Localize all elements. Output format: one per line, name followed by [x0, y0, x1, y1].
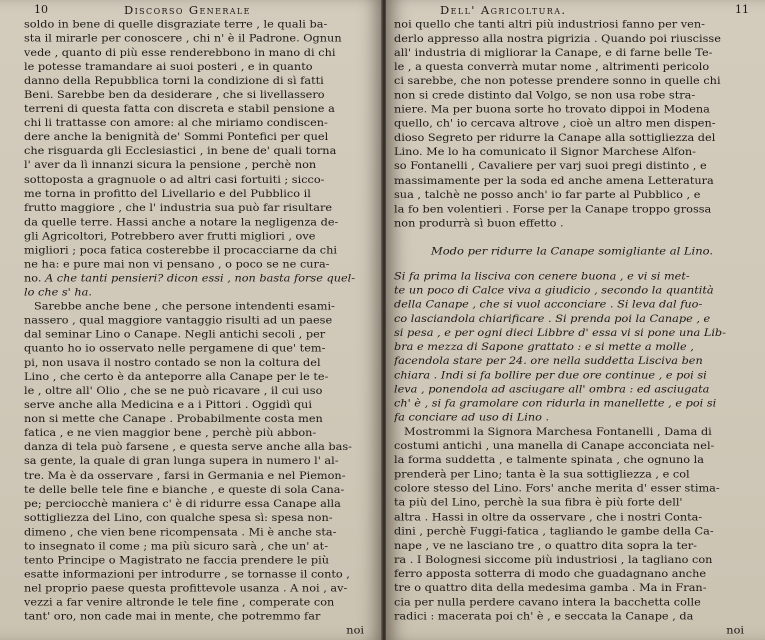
text-line: me torna in profitto del Livellario e del Pubblico il: [24, 187, 311, 200]
text-line: danno della Repubblica torni la condizione di sì fatti: [24, 75, 324, 87]
text-line: massimamente per la soda ed anche amena Letteratura: [394, 174, 714, 187]
text-line: migliori ; poca fatica costerebbe il procacciarne da chi: [24, 244, 338, 256]
text-line: serve anche alla Medicina e a i Pittori . Oggidì qui: [24, 399, 312, 411]
text-line: dere anche la benignità de' Sommi Pontefici per quel: [24, 131, 329, 144]
text-line: bra e mezza di Sapone grattato : e si mette a molle ,: [394, 341, 694, 353]
right-catchword: noi: [726, 624, 744, 637]
text-line: lo che s' ha.: [24, 286, 92, 299]
text-line: derlo appresso alla nostra pigrizia . Quando poi riuscisse: [394, 33, 721, 45]
text-line: radici : macerata poi ch' è , e seccata la Canape , da: [394, 610, 694, 622]
text-line: frutto maggiore , che l' industria sua può far risultare: [24, 202, 333, 214]
text-line: sottoposta a gragnuole o ad altri casi fortuiti ; sicco-: [24, 173, 325, 186]
text-line: facendola stare per 24. ore nella suddetta Lisciva ben: [394, 355, 703, 367]
text-line: ci sarebbe, che non potesse prendere sonno in quelle chi: [394, 75, 721, 88]
text-line: gli Agricoltori, Potrebbero aver frutti migliori , ove: [24, 230, 316, 242]
text-line: non si crede distinto dal Volgo, se non usa robe stra-: [394, 89, 696, 102]
text-line: danza di tela può farsene , e questa serve anche alla bas-: [24, 441, 352, 454]
text-line: so Fontanelli , Cavaliere per varj suoi pregi distinto , e: [394, 160, 707, 173]
text-line: pe; perciocchè maniera c' è di ridurre essa Canape alla: [24, 498, 341, 510]
left-page-number: 10: [34, 3, 48, 16]
left-running-title: Discorso Generale: [124, 3, 251, 17]
text-line: della Canape , che si vuol acconciare . Si leva dal fuo-: [394, 298, 703, 311]
text-line: prenderà per Lino; tanta è la sua sottigliezza , e col: [394, 468, 690, 481]
text-line: tento Principe o Magistrato ne faccia prendere le più: [24, 554, 329, 566]
text-line: niere. Ma per buona sorte ho trovato dippoi in Modena: [394, 103, 710, 116]
text-line: tre o quattro dita della medesima gamba . Ma in Fran-: [394, 582, 707, 594]
text-line: all' industria di migliorar la Canape, e di farne belle Te-: [394, 47, 713, 59]
text-line: Mostrommi la Signora Marchesa Fontanelli , Dama di: [404, 426, 712, 438]
text-line: tant' oro, non cade mai in mente, che potremmo far: [24, 610, 321, 623]
text-line: pi, non usava il nostro contado se non la coltura del: [24, 357, 321, 369]
text-line: dini , perchè Fuggi-fatica , tagliando le gambe della Ca-: [394, 525, 714, 537]
text-line: tre. Ma è da osservare , farsi in Germania e nel Piemon-: [24, 469, 346, 482]
text-line: sottigliezza del Lino, con qualche spesa sì: spesa non-: [24, 512, 333, 524]
text-line: le , oltre all' Olio , che se ne può ricavare , il cui uso: [24, 385, 323, 397]
left-running-head: [0, 3, 383, 17]
text-line: ta più del Lino, perchè la sua fibra è più forte dell': [394, 497, 683, 509]
text-line: da quelle terre. Hassi anche a notare la negligenza de-: [24, 216, 339, 228]
text-line: soldo in bene di quelle disgraziate terre , le quali ba-: [24, 18, 328, 31]
text-line: terreni di questa fatta con discreta e stabil pensione a: [24, 103, 335, 115]
text-line: le , a questa converrà mutar nome , altrimenti pericolo: [394, 61, 710, 73]
text-line: quello, ch' io cercava altrove , cioè un altro men dispen-: [394, 118, 716, 130]
text-line: to insegnato il come ; ma più sicuro sarà , che un' at-: [24, 540, 329, 552]
text-line: si pesa , e per ogni dieci Libbre d' essa vi si pone una Lib-: [394, 327, 726, 339]
section-heading: Modo per ridurre la Canape somigliante al Lino.: [430, 244, 714, 258]
text-line: vede , quanto di più esse renderebbono in mano di chi: [24, 47, 336, 59]
right-page-body: [394, 18, 750, 638]
text-line: Sarebbe anche bene , che persone intendenti esami-: [34, 300, 335, 313]
text-line: nape , ve ne lasciano tre , o quattro dita sopra la ter-: [394, 539, 697, 552]
text-line: nel proprio paese questa profittevole usanza . A noi , av-: [24, 582, 348, 594]
text-line: vezzi a far venire altronde le tele fine , comperate con: [24, 596, 335, 609]
text-line: nassero , qual maggiore vantaggio risulti ad un paese: [24, 314, 333, 327]
text-line: chiara . Indi si fa bollire per due ore continue , e poi si: [394, 369, 707, 382]
text-line: quanto ho io osservato nelle pergamene di que' tem-: [24, 342, 326, 355]
text-line: Lino. Me lo ha comunicato il Signor Marchese Alfon-: [394, 146, 697, 158]
right-page-number: 11: [735, 3, 749, 16]
text-line: esatte informazioni per introdurre , se tornasse il conto ,: [24, 568, 350, 580]
text-line: fatica , e ne vien maggior bene , perchè più abbon-: [24, 427, 317, 439]
text-line: ch' è , si fa gramolare con ridurla in manellette , e poi si: [394, 397, 717, 410]
text-line: colore stesso del Lino. Fors' anche merita d' esser stima-: [394, 482, 720, 495]
text-line: sua , talchè ne posso anch' io far parte al Pubblico , e: [394, 188, 701, 201]
text-line: l' aver da lì innanzi sicura la pensione , perchè non: [24, 159, 317, 172]
text-line: non produrrà sì buon effetto .: [394, 217, 564, 229]
text-line: chi li trattasse con amore: al che miriamo condiscen-: [24, 117, 328, 129]
text-line: costumi antichi , una manella di Canape acconciata nel-: [394, 440, 715, 452]
text-line: cia per nulla perdere cavano intera la bacchetta colle: [394, 596, 701, 608]
text-line: ferro apposta sotterra di modo che guadagnano anche: [394, 567, 707, 580]
left-catchword: noi: [346, 624, 364, 637]
left-page-body: [24, 18, 370, 638]
text-line: no. A che tanti pensieri? dicon essi , non basta forse quel-: [24, 272, 356, 284]
text-line: le potesse tramandare ai suoi posteri , e in quanto: [24, 61, 313, 73]
text-line: non si mette che Canape . Probabilmente costa men: [24, 413, 323, 425]
text-line: dal seminar Lino o Canape. Negli antichi secoli , per: [24, 328, 326, 341]
text-line: sa gente, la quale di gran lunga supera in numero l' al-: [24, 455, 339, 468]
text-line: fa conciare ad uso di Lino .: [394, 412, 550, 424]
text-line: te delle belle tele fine e bianche , e queste di sola Cana-: [24, 483, 345, 496]
text-line: te un poco di Calce viva a giudicio , secondo la quantità: [394, 284, 714, 296]
right-running-title: Dell' Agricoltura.: [440, 3, 567, 17]
right-page: [386, 0, 765, 640]
text-line: dioso Segreto per ridurre la Canape alla sottigliezza del: [394, 132, 716, 144]
text-line: sta il mirarle per conoscere , chi n' è il Padrone. Ognun: [24, 32, 342, 45]
text-line: noi quello che tanti altri più industriosi fanno per ven-: [394, 18, 705, 31]
text-line: dimeno , che vien bene ricompensata . Mi è anche sta-: [24, 526, 337, 538]
text-line: Si fa prima la lisciva con cenere buona , e vi si met-: [394, 270, 690, 282]
text-line: altra . Hassi in oltre da osservare , che i nostri Conta-: [394, 511, 703, 523]
text-line: co lasciandola chiarificare . Si prenda poi la Canape , e: [394, 312, 711, 325]
text-line: Beni. Sarebbe ben da desiderare , che si livellassero: [24, 89, 325, 101]
text-line: la fo ben volentieri . Forse per la Canape troppo grossa: [394, 203, 712, 215]
text-line: ne ha: e pure mai non vi pensano , o poco se ne cura-: [24, 258, 330, 270]
right-running-head: [386, 3, 765, 17]
text-line: Lino , che certo è da anteporre alla Canape per le te-: [24, 371, 329, 383]
text-line: ra . I Bolognesi siccome più industriosi , la tagliano con: [394, 553, 713, 566]
text-line: che risguarda gli Ecclesiastici , in bene de' quali torna: [24, 145, 337, 158]
text-line: la forma suddetta , e talmente spinata , che ognuno la: [394, 454, 705, 467]
text-line: leva , ponendola ad asciugare all' ombra : ed asciugata: [394, 383, 710, 396]
